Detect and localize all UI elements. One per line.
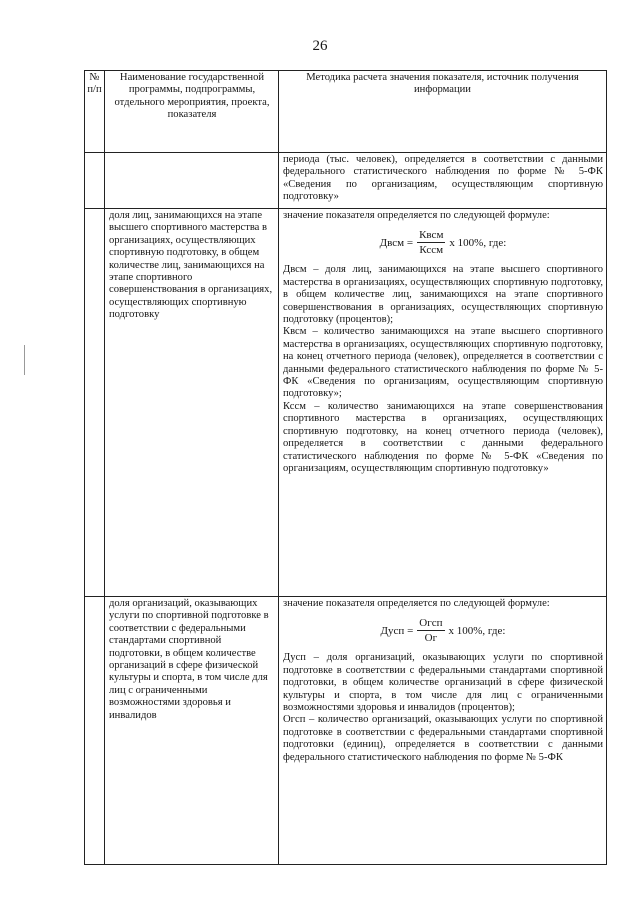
formula-denominator: Кссм bbox=[419, 244, 444, 257]
formula-fraction bbox=[417, 617, 444, 644]
method-paragraph: периода (тыс. человек), определяется в соответствии с данными федерального статистического наблюдения по форме № 5-ФК «Сведения по организациям, осуществляющим спортивную подготовку» bbox=[283, 154, 603, 203]
table-row bbox=[85, 597, 607, 865]
row-num bbox=[85, 597, 105, 865]
row-num bbox=[85, 209, 105, 597]
method-intro: значение показателя определяется по следующей формуле: bbox=[283, 598, 550, 609]
formula-numerator: Квсм bbox=[419, 229, 444, 242]
table-row bbox=[85, 153, 607, 209]
formula-rhs: x 100%, где: bbox=[448, 624, 506, 637]
formula bbox=[283, 229, 603, 256]
indicator-methodology-table bbox=[84, 70, 607, 865]
row-name: доля лиц, занимающихся на этапе высшего спортивного мастерства в организациях, осуществляющих спортивную подготовку, в общем количестве лиц, занимающихся на этапе спортивного совершенствования в организациях, осуществляющих спортивную подготовку bbox=[105, 209, 279, 597]
row-method bbox=[279, 597, 607, 865]
row-num bbox=[85, 153, 105, 209]
header-num: № п/п bbox=[85, 71, 105, 153]
formula-lhs: Дусп = bbox=[380, 624, 414, 637]
scan-artifact bbox=[24, 345, 25, 375]
method-paragraph: Квсм – количество занимающихся на этапе высшего спортивного мастерства в организациях, осуществляющих спортивную подготовку, на конец отчетного периода (человек), определяется в соответствии с данными федерального статистического наблюдения по форме № 5-ФК «Сведения по организациям, осуществляющим спортивную подготовку»; bbox=[283, 326, 603, 400]
method-paragraph: Огсп – количество организаций, оказывающих услуги по спортивной подготовке в соответствии с федеральными стандартами спортивной подготовки (единиц), определяется в соответствии с данными федерального статистического наблюдения по форме № 5-ФК bbox=[283, 714, 603, 763]
method-paragraph: Дусп – доля организаций, оказывающих услуги по спортивной подготовке в соответствии с федеральными стандартами спортивной подготовки, в общем количестве организаций в сфере физической культуры и спорта, в том числе для лиц с ограниченными возможностями здоровья и инвалидов (процентов); bbox=[283, 652, 603, 714]
method-paragraph: Двсм – доля лиц, занимающихся на этапе высшего спортивного мастерства в организациях, осуществляющих спортивную подготовку, в общем количестве лиц, занимающихся на этапе спортивного совершенствования в организациях, осуществляющих спортивную подготовку (процентов); bbox=[283, 264, 603, 326]
row-name bbox=[105, 153, 279, 209]
table-header-row bbox=[85, 71, 607, 153]
formula-rhs: x 100%, где: bbox=[449, 236, 507, 249]
table-row bbox=[85, 209, 607, 597]
method-paragraph: Кссм – количество занимающихся на этапе совершенствования спортивного мастерства в организациях, осуществляющих спортивную подготовку, на конец отчетного периода (человек), определяется в соответствии с данными федерального статистического наблюдения по форме № 5-ФК «Сведения по организациям, осуществляющим спортивную подготовку» bbox=[283, 400, 603, 474]
formula-lhs: Двсм = bbox=[379, 236, 414, 249]
row-name: доля организаций, оказывающих услуги по спортивной подготовке в соответствии с федеральными стандартами спортивной подготовки, в общем количестве организаций в сфере физической культуры и спорта, в том числе для лиц с ограниченными возможностями здоровья и инвалидов bbox=[105, 597, 279, 865]
formula-fraction bbox=[417, 229, 445, 256]
header-method: Методика расчета значения показателя, источник получения информации bbox=[279, 71, 607, 153]
row-method bbox=[279, 209, 607, 597]
formula-numerator: Огсп bbox=[419, 617, 443, 630]
method-intro: значение показателя определяется по следующей формуле: bbox=[283, 210, 550, 221]
row-method bbox=[279, 153, 607, 209]
formula-denominator: Ог bbox=[424, 632, 438, 645]
header-name: Наименование государственной программы, подпрограммы, отдельного мероприятия, проекта, показателя bbox=[105, 71, 279, 153]
page-number: 26 bbox=[312, 38, 328, 54]
formula bbox=[283, 617, 603, 644]
